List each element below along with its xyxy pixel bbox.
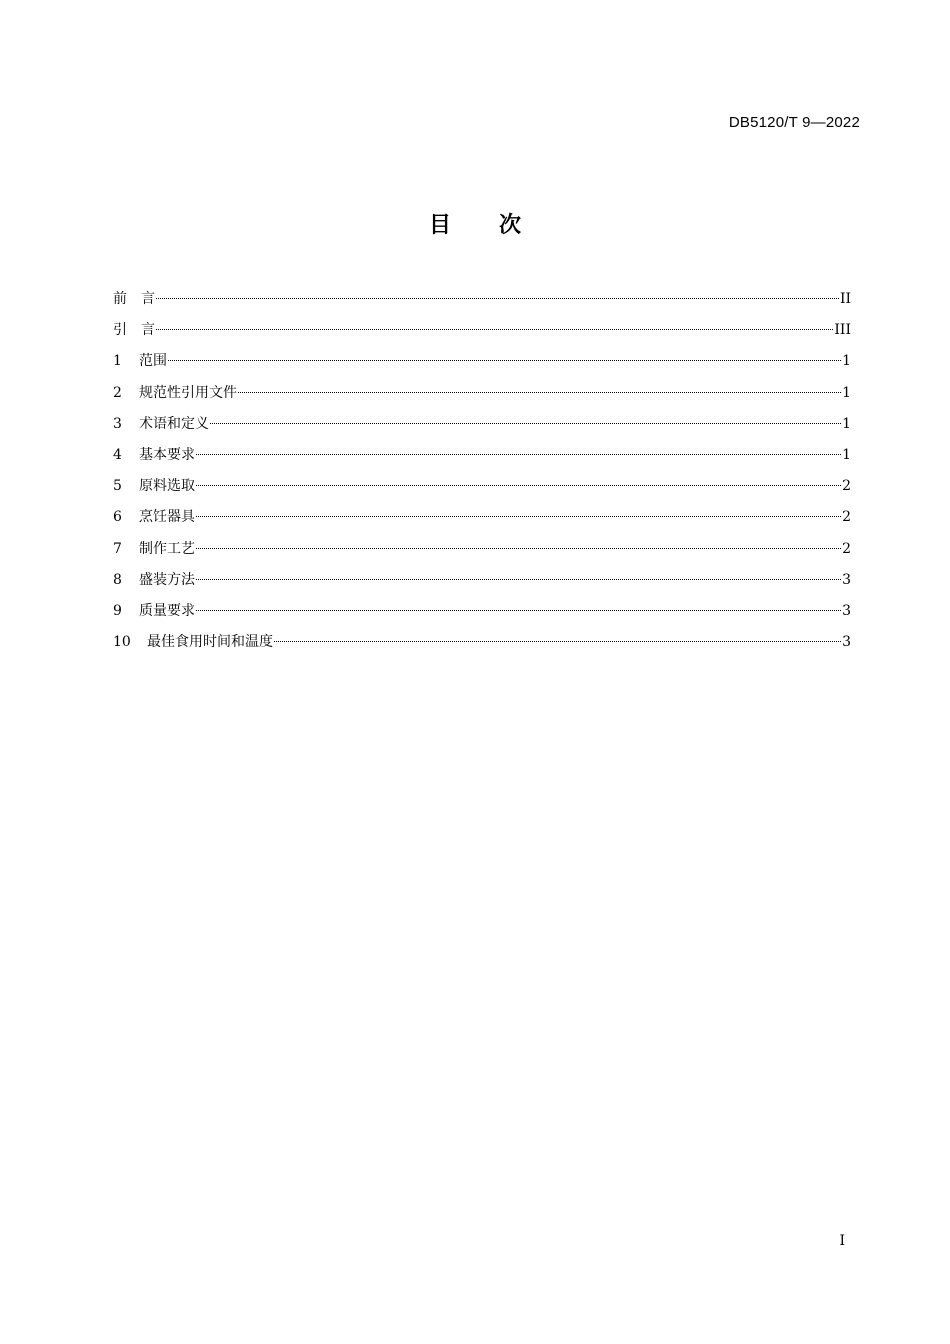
toc-entry-9[interactable] [113,599,851,630]
toc-entry-label: 引 言 [113,322,155,339]
toc-entry-7[interactable] [113,537,851,568]
document-code: DB5120/T 9—2022 [728,114,860,131]
toc-entry-label: 基本要求 [139,446,195,463]
toc-entry-4[interactable] [113,443,851,474]
toc-entry-2[interactable] [113,381,851,412]
toc-entry-page: 1 [842,353,851,370]
toc-entry-number: 6 [113,509,122,526]
table-of-contents [113,287,851,661]
toc-title [0,208,950,239]
toc-leader-dots [196,485,841,486]
toc-leader-dots [156,298,839,299]
toc-entry-page: III [834,322,851,339]
toc-entry-3[interactable] [113,412,851,443]
toc-entry-label: 烹饪器具 [139,509,195,526]
toc-entry-label: 盛装方法 [139,571,195,588]
toc-entry-page: 3 [842,602,851,619]
toc-entry-page: 3 [842,571,851,588]
toc-title-char-2: 次 [499,213,522,238]
toc-leader-dots [156,329,833,330]
toc-entry-page: 3 [842,634,851,651]
toc-entry-label: 最佳食用时间和温度 [147,634,273,651]
toc-entry-number: 1 [113,353,122,370]
toc-entry-page: 2 [842,509,851,526]
toc-leader-dots [196,579,841,580]
toc-entry-introduction[interactable] [113,318,851,349]
toc-leader-dots [196,610,841,611]
toc-leader-dots [196,516,841,517]
toc-leader-dots [274,641,841,642]
toc-entry-number: 10 [113,634,131,651]
toc-entry-label: 范围 [139,353,167,370]
toc-entry-number: 4 [113,446,122,463]
toc-entry-label: 制作工艺 [139,540,195,557]
toc-entry-page: 1 [842,415,851,432]
toc-entry-page: 2 [842,478,851,495]
toc-entry-page: 2 [842,540,851,557]
toc-entry-page: 1 [842,384,851,401]
toc-entry-number: 2 [113,384,122,401]
toc-entry-number: 8 [113,571,122,588]
toc-entry-8[interactable] [113,568,851,599]
toc-entry-5[interactable] [113,474,851,505]
toc-entry-page: II [839,291,851,307]
toc-entry-label: 原料选取 [139,478,195,495]
toc-entry-number: 3 [113,415,122,432]
toc-entry-label: 规范性引用文件 [139,384,237,401]
toc-entry-label: 质量要求 [139,602,195,619]
toc-entry-label: 术语和定义 [139,415,209,432]
toc-entry-number: 9 [113,602,122,619]
page-number: I [839,1233,845,1249]
toc-leader-dots [196,548,841,549]
toc-leader-dots [168,360,841,361]
toc-entry-number: 5 [113,478,122,495]
toc-entry-6[interactable] [113,505,851,536]
toc-leader-dots [210,423,841,424]
toc-entry-1[interactable] [113,349,851,380]
toc-entry-foreword[interactable] [113,287,851,318]
toc-entry-page: 1 [842,446,851,463]
toc-leader-dots [196,454,841,455]
toc-entry-label: 前 言 [113,291,155,307]
toc-leader-dots [238,392,841,393]
toc-entry-10[interactable] [113,630,851,661]
toc-entry-number: 7 [113,540,122,557]
toc-title-char-1: 目 [428,213,451,238]
